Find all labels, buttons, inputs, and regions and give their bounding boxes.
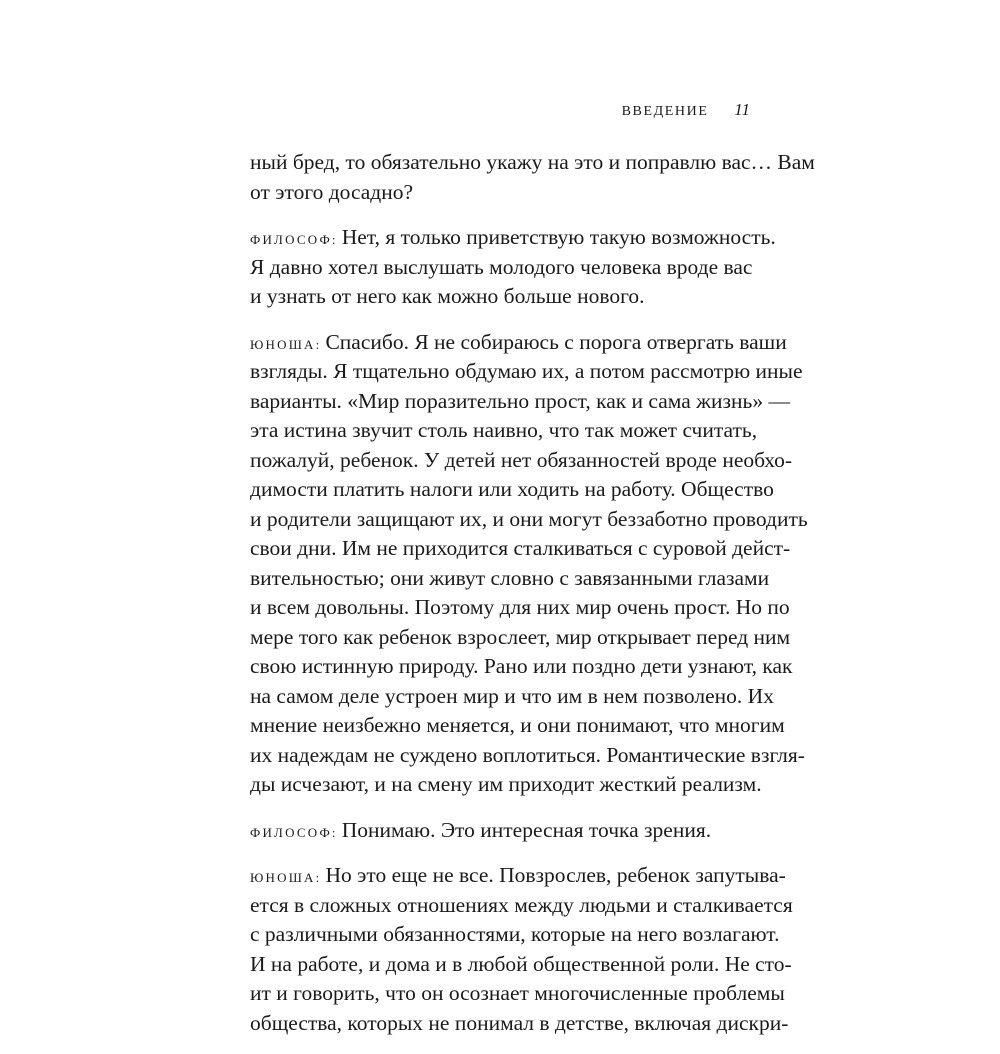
page-number: 11 bbox=[734, 100, 750, 119]
line-text: общества, которых не понимал в детстве, включая дискри- bbox=[250, 1010, 789, 1035]
line-text: ется в сложных отношениях между людьми и сталкивается bbox=[250, 892, 793, 917]
line-text: варианты. «Мир поразительно прост, как и сама жизнь» — bbox=[250, 388, 790, 413]
line-text: димости платить налоги или ходить на работу. Общество bbox=[250, 477, 774, 501]
dialogue-paragraph bbox=[250, 861, 793, 1038]
line-text: Нет, я только приветствую такую возможность. bbox=[341, 225, 776, 249]
text-line bbox=[250, 357, 803, 387]
text-line bbox=[250, 950, 792, 980]
text-line bbox=[250, 253, 753, 283]
line-text: свою истинную природу. Рано или поздно дети узнают, как bbox=[250, 654, 793, 678]
speaker-label: ФИЛОСОФ: bbox=[250, 232, 338, 247]
line-text: от этого досадно? bbox=[250, 179, 414, 204]
text-line bbox=[250, 920, 780, 950]
text-line bbox=[250, 1009, 789, 1039]
text-line bbox=[250, 416, 758, 446]
text-line bbox=[250, 623, 791, 653]
text-line bbox=[250, 593, 790, 623]
line-text: и родители защищают их, и они могут беззаботно проводить bbox=[250, 506, 808, 531]
speaker-label: ЮНОША: bbox=[250, 336, 322, 352]
line-text: Понимаю. Это интересная точка зрения. bbox=[341, 817, 712, 842]
speaker-label: ЮНОША: bbox=[250, 870, 322, 885]
text-line bbox=[250, 564, 770, 594]
chapter-title: ВВЕДЕНИЕ bbox=[621, 104, 709, 119]
dialogue-paragraph bbox=[250, 816, 750, 846]
text-line bbox=[250, 534, 791, 564]
line-text: на самом деле устроен мир и что им в нем позволено. Их bbox=[250, 683, 774, 708]
line-text: И на работе, и дома и в любой общественной роли. Не сто- bbox=[250, 951, 792, 976]
line-text: вительностью; они живут словно с завязанными глазами bbox=[250, 565, 770, 590]
line-text: ит и говорить, что он осознает многочисленные проблемы bbox=[250, 981, 785, 1005]
text-line bbox=[250, 682, 774, 712]
line-text: Спасибо. Я не собираюсь с порога отвергать ваши bbox=[325, 329, 787, 354]
text-line bbox=[250, 770, 762, 800]
running-head bbox=[250, 98, 750, 122]
text-line bbox=[250, 328, 787, 358]
dialogue-paragraph bbox=[250, 223, 776, 312]
text-line bbox=[250, 178, 750, 208]
line-text: Но это еще не все. Повзрослев, ребенок запутыва- bbox=[325, 863, 786, 887]
text-line bbox=[250, 505, 808, 535]
text-line bbox=[250, 282, 750, 312]
text-line bbox=[250, 979, 785, 1009]
speaker-label: ФИЛОСОФ: bbox=[250, 824, 338, 840]
text-line bbox=[250, 741, 805, 771]
dialogue-paragraph bbox=[250, 148, 815, 207]
text-line bbox=[250, 861, 786, 891]
text-line bbox=[250, 387, 790, 417]
text-line bbox=[250, 223, 776, 253]
text-line bbox=[250, 475, 774, 505]
text-line bbox=[250, 652, 793, 682]
line-text: пожалуй, ребенок. У детей нет обязанностей вроде необхо- bbox=[250, 447, 793, 472]
text-line bbox=[250, 891, 793, 921]
line-text: и узнать от него как можно больше нового. bbox=[250, 284, 645, 308]
text-line bbox=[250, 711, 785, 741]
text-line bbox=[250, 446, 793, 476]
line-text: взгляды. Я тщательно обдумаю их, а потом рассмотрю иные bbox=[250, 359, 803, 383]
line-text: свои дни. Им не приходится сталкиваться с суровой дейст- bbox=[250, 536, 791, 560]
line-text: Я давно хотел выслушать молодого человека вроде вас bbox=[250, 254, 753, 279]
line-text: эта истина звучит столь наивно, что так может считать, bbox=[250, 418, 758, 442]
dialogue-paragraph bbox=[250, 328, 808, 800]
line-text: мнение неизбежно меняется, и они понимают, что многим bbox=[250, 713, 785, 737]
line-text: с различными обязанностями, которые на него возлагают. bbox=[250, 922, 780, 946]
line-text: ный бред, то обязательно укажу на это и поправлю вас… Вам bbox=[250, 150, 815, 174]
text-line bbox=[250, 816, 750, 846]
text-line bbox=[250, 148, 815, 178]
line-text: мере того как ребенок взрослеет, мир открывает перед ним bbox=[250, 624, 791, 649]
line-text: ды исчезают, и на смену им приходит жесткий реализм. bbox=[250, 772, 762, 796]
line-text: их надеждам не суждено воплотиться. Романтические взгля- bbox=[250, 742, 805, 767]
body-text bbox=[250, 148, 815, 1054]
line-text: и всем довольны. Поэтому для них мир очень прост. Но по bbox=[250, 595, 790, 619]
